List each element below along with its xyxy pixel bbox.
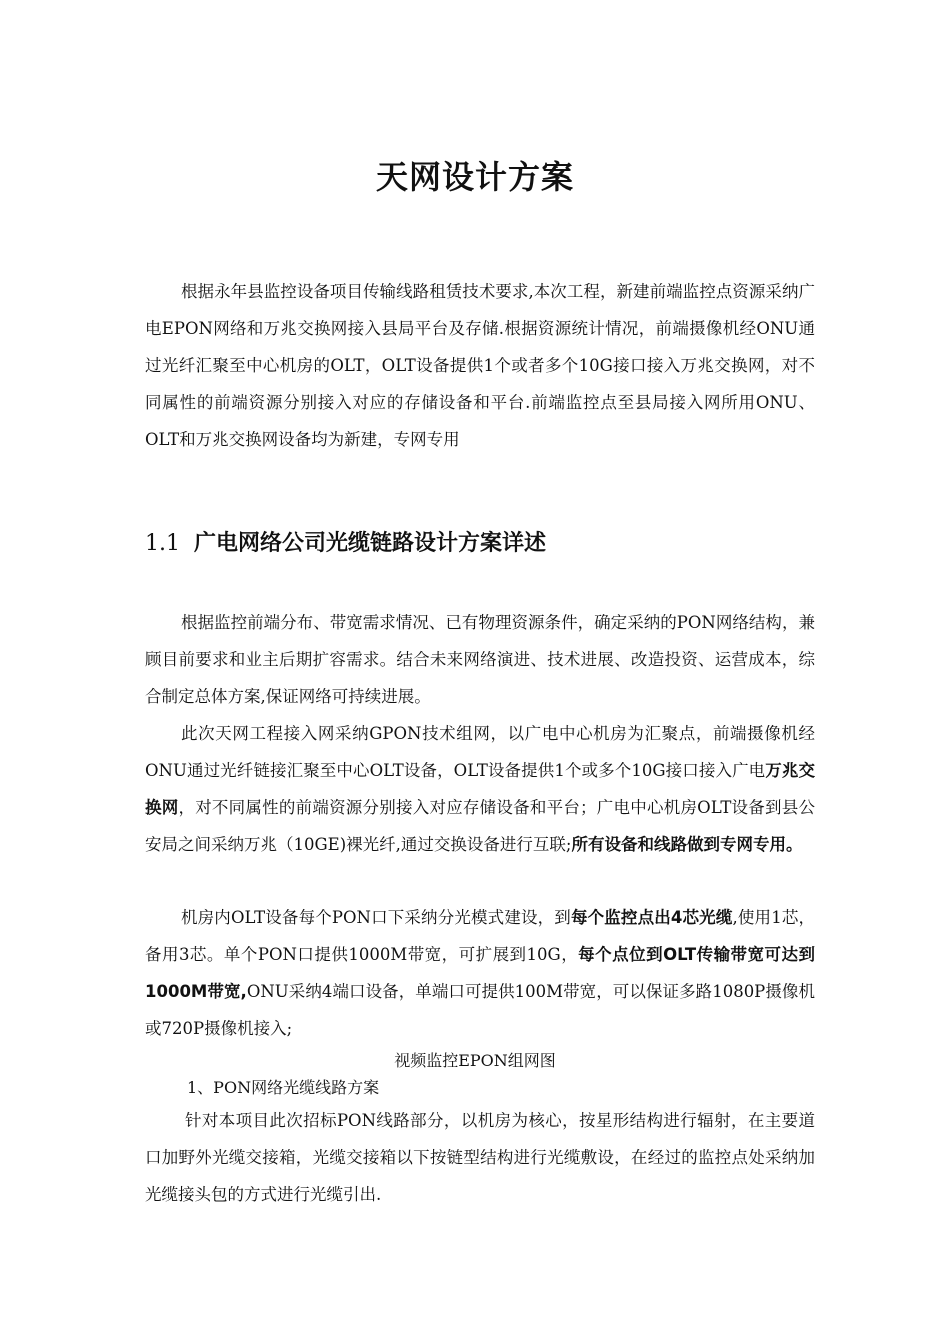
paragraph-3-bold-1: 每个监控点出4芯光缆 bbox=[570, 908, 733, 927]
paragraph-3-text-1: 机房内OLT设备每个PON口下采纳分光模式建设，到 bbox=[181, 908, 571, 927]
paragraph-1: 根据监控前端分布、带宽需求情况、已有物理资源条件，确定采纳的PON网络结构，兼顾目前要求和业主后期扩容需求。结合未来网络演进、技术进展、改造投资、运营成本，综合制定总体方案,保证网络可持续进展。 bbox=[145, 613, 815, 706]
subsection-heading: 1、PON网络光缆线路方案 bbox=[187, 1078, 380, 1097]
document-title: 天网设计方案 bbox=[375, 158, 574, 196]
section-heading bbox=[145, 526, 825, 562]
section-number: 1.1 bbox=[145, 531, 180, 556]
paragraph-4: 针对本项目此次招标PON线路部分，以机房为核心，按星形结构进行辐射，在主要道口加野外光缆交接箱，光缆交接箱以下按链型结构进行光缆敷设，在经过的监控点处采纳加光缆接头包的方式进行光缆引出. bbox=[145, 1111, 815, 1204]
figure-caption: 视频监控EPON组网图 bbox=[394, 1051, 556, 1070]
paragraph-2-text-1: 此次天网工程接入网采纳GPON技术组网，以广电中心机房为汇聚点，前端摄像机经ONU通过光纤链接汇聚至中心OLT设备，OLT设备提供1个或多个10G接口接入广电 bbox=[145, 724, 815, 780]
paragraph-3-bold-2: 每个点位到OLT传输带宽可达到1000M带宽, bbox=[145, 945, 815, 1001]
paragraph-3 bbox=[145, 899, 815, 1047]
paragraph-2 bbox=[145, 715, 815, 863]
paragraph-3-text-3: ONU采纳4端口设备，单端口可提供100M带宽，可以保证多路1080P摄像机或720P摄像机接入; bbox=[145, 982, 815, 1038]
paragraph-2-text-2: ，对不同属性的前端资源分别接入对应存储设备和平台；广电中心机房OLT设备到县公安局之间采纳万兆（10GE)裸光纤,通过交换设备进行互联; bbox=[145, 798, 815, 854]
paragraph-2-bold-1: 万兆交换网 bbox=[145, 761, 815, 817]
section-title: 广电网络公司光缆链路设计方案详述 bbox=[194, 531, 547, 556]
paragraph-2-bold-2: 所有设备和线路做到专网专用。 bbox=[571, 835, 803, 854]
paragraph-3-text-2: ,使用1芯，备用3芯。单个PON口提供1000M带宽，可扩展到10G， bbox=[145, 908, 815, 964]
intro-paragraph: 根据永年县监控设备项目传输线路租赁技术要求,本次工程，新建前端监控点资源采纳广电EPON网络和万兆交换网接入县局平台及存储.根据资源统计情况，前端摄像机经ONU通过光纤汇聚至中心机房的OLT，OLT设备提供1个或者多个10G接口接入万兆交换网，对不同属性的前端资源分别接入对应的存储设备和平台.前端监控点至县局接入网所用ONU、OLT和万兆交换网设备均为新建，专网专用 bbox=[145, 282, 815, 449]
